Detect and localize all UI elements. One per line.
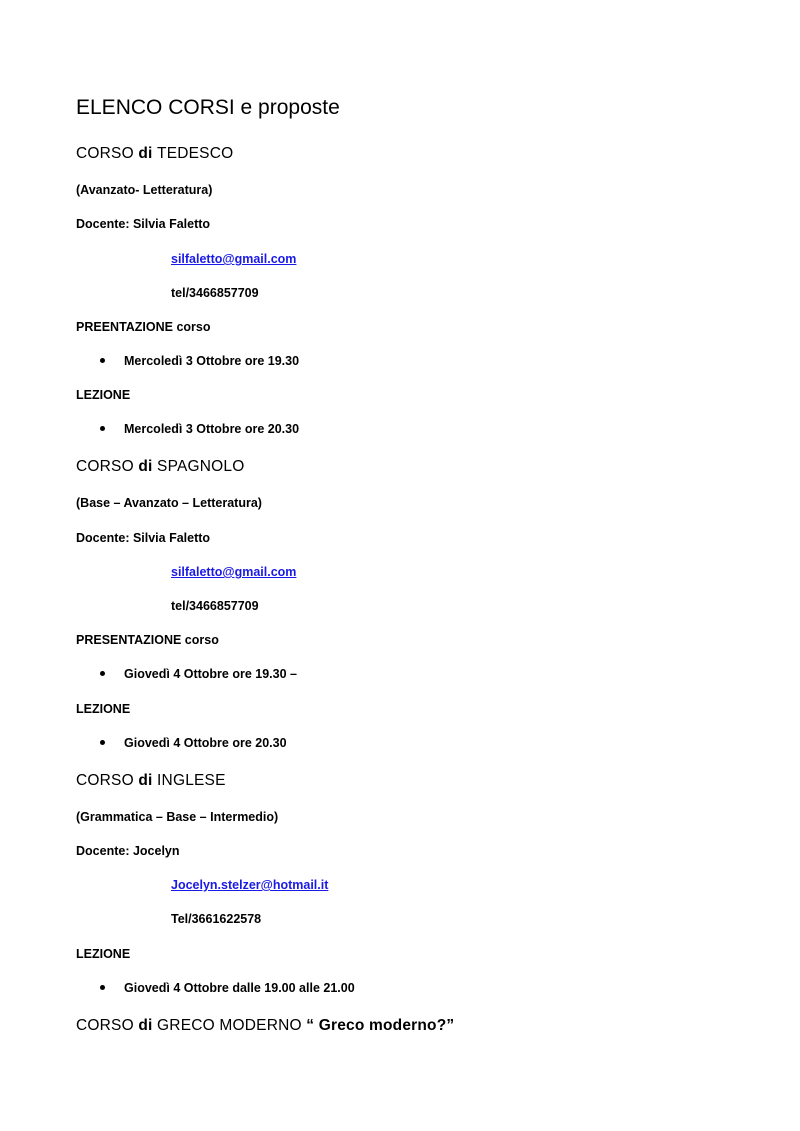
presentation-label-spagnolo: PRESENTAZIONE corso	[76, 633, 219, 647]
heading-di: di	[138, 458, 158, 475]
heading-prefix: CORSO	[76, 772, 139, 789]
presentation-date: Giovedì 4 Ottobre ore 19.30 –	[124, 667, 297, 681]
email-link-tedesco[interactable]: silfaletto@gmail.com	[171, 252, 297, 266]
heading-subtitle: “ Greco moderno?”	[306, 1017, 455, 1034]
heading-di: di	[138, 145, 158, 162]
course-heading-tedesco	[76, 145, 233, 163]
heading-language: SPAGNOLO	[157, 458, 245, 475]
lesson-item-tedesco	[100, 422, 299, 436]
lesson-label-inglese: LEZIONE	[76, 947, 131, 961]
bullet-icon	[100, 358, 105, 363]
heading-language: INGLESE	[157, 772, 226, 789]
course-heading-spagnolo	[76, 458, 245, 476]
lesson-item-spagnolo	[100, 736, 287, 750]
phone-inglese: Tel/3661622578	[171, 912, 262, 926]
phone-spagnolo: tel/3466857709	[171, 599, 259, 613]
presentation-item-tedesco	[100, 354, 299, 368]
heading-prefix: CORSO	[76, 1017, 139, 1034]
lesson-item-inglese	[100, 981, 355, 995]
course-heading-greco	[76, 1017, 454, 1035]
lesson-date: Giovedì 4 Ottobre dalle 19.00 alle 21.00	[124, 981, 355, 995]
course-level-spagnolo: (Base – Avanzato – Letteratura)	[76, 496, 262, 510]
presentation-item-spagnolo	[100, 667, 297, 681]
bullet-icon	[100, 740, 105, 745]
bullet-icon	[100, 985, 105, 990]
heading-prefix: CORSO	[76, 145, 139, 162]
email-link-spagnolo[interactable]: silfaletto@gmail.com	[171, 565, 297, 579]
page-title: ELENCO CORSI e proposte	[76, 96, 340, 119]
heading-language: GRECO MODERNO	[157, 1017, 307, 1034]
presentation-label-tedesco: PREENTAZIONE corso	[76, 320, 211, 334]
course-heading-inglese	[76, 772, 226, 790]
lesson-label-spagnolo: LEZIONE	[76, 702, 131, 716]
teacher-tedesco: Docente: Silvia Faletto	[76, 217, 211, 231]
teacher-inglese: Docente: Jocelyn	[76, 844, 180, 858]
lesson-date: Mercoledì 3 Ottobre ore 20.30	[124, 422, 300, 436]
heading-di: di	[138, 772, 158, 789]
phone-tedesco: tel/3466857709	[171, 286, 259, 300]
presentation-date: Mercoledì 3 Ottobre ore 19.30	[124, 354, 300, 368]
heading-prefix: CORSO	[76, 458, 139, 475]
course-level-tedesco: (Avanzato- Letteratura)	[76, 183, 213, 197]
bullet-icon	[100, 426, 105, 431]
heading-language: TEDESCO	[157, 145, 234, 162]
lesson-date: Giovedì 4 Ottobre ore 20.30	[124, 736, 287, 750]
lesson-label-tedesco: LEZIONE	[76, 388, 131, 402]
teacher-spagnolo: Docente: Silvia Faletto	[76, 531, 211, 545]
email-link-inglese[interactable]: Jocelyn.stelzer@hotmail.it	[171, 878, 329, 892]
bullet-icon	[100, 671, 105, 676]
course-level-inglese: (Grammatica – Base – Intermedio)	[76, 810, 279, 824]
heading-di: di	[138, 1017, 158, 1034]
